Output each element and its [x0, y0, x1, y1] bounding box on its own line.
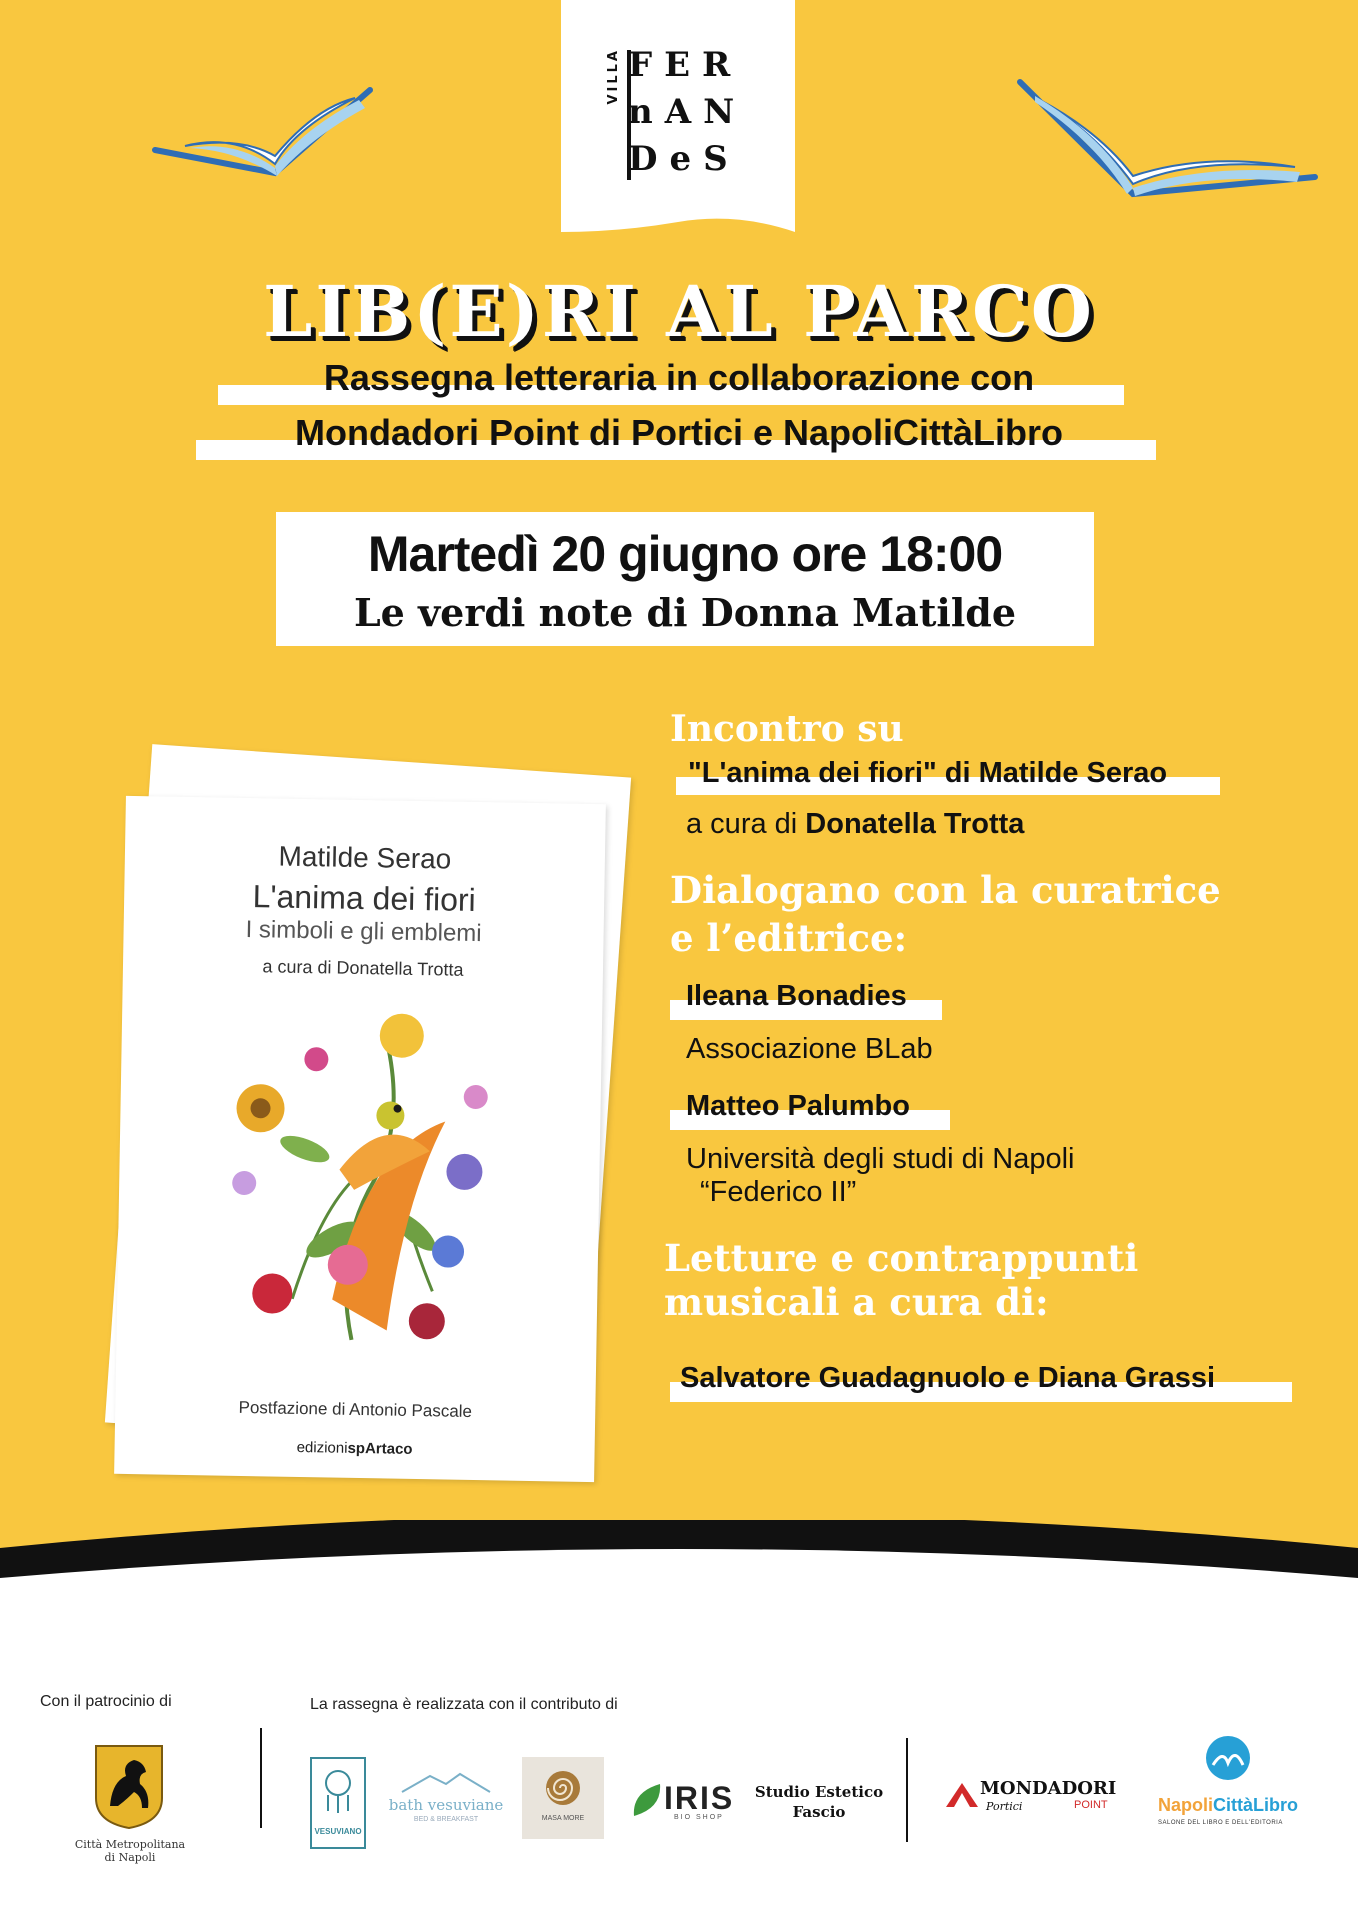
footer-separator-1 [260, 1728, 262, 1828]
event-series-title: LIB(E)RI AL PARCO [263, 270, 1095, 353]
vesuviano-text: VESUVIANO [314, 1827, 362, 1836]
heading-dialogano-1: Dialogano con la curatrice [670, 868, 1221, 912]
iris-leaf-icon [630, 1782, 664, 1818]
performers: Salvatore Guadagnuolo e Diana Grassi [680, 1362, 1216, 1394]
book-title: L'anima dei fiori [252, 878, 477, 918]
bath-vesuviane-name: bath vesuviane [388, 1796, 504, 1814]
patron-name-line-2: di Napoli [104, 1851, 156, 1864]
publisher-name: spArtaco [347, 1439, 413, 1458]
speaker2-affiliation-2: “Federico II” [700, 1176, 857, 1208]
studio-estetico-name: Studio Estetico [754, 1783, 884, 1801]
book-publisher [114, 1436, 594, 1461]
book-author: Matilde Serao [278, 840, 452, 875]
spiral-icon [544, 1769, 582, 1807]
contribution-label: La rassegna è realizzata con il contributo di [310, 1696, 618, 1713]
patronage-label: Con il patrocinio di [40, 1693, 172, 1710]
subtitle-line-2: Mondadori Point di Portici e NapoliCittàLibro [295, 412, 1063, 453]
logo-line-2: nAN [628, 92, 747, 132]
napolicittalibro-tagline: SALONE DEL LIBRO E DELL'EDITORIA [1158, 1820, 1283, 1826]
masa-name: MASA MORE [541, 1815, 585, 1822]
mondadori-city: Portici [986, 1800, 1023, 1813]
wave-divider [0, 1520, 1358, 1650]
patron-name-line-1: Città Metropolitana [74, 1838, 186, 1851]
speaker1-affiliation: Associazione BLab [686, 1033, 933, 1065]
speaker2-affiliation-1: Università degli studi di Napoli [686, 1143, 1075, 1175]
napolicittalibro-globe-icon [1203, 1733, 1253, 1783]
book-cover [114, 796, 606, 1482]
book-editor: a cura di Donatella Trotta [262, 956, 464, 980]
napolicittalibro-name [1158, 1795, 1298, 1816]
open-book-left-icon [145, 78, 375, 188]
iris-sub: BIO SHOP [674, 1814, 724, 1821]
logo-line-1: FER [628, 45, 743, 85]
flowers-illustration [211, 997, 507, 1362]
dreamcatcher-icon [318, 1767, 358, 1815]
curator-prefix: a cura di [686, 808, 806, 840]
mountain-icon [400, 1770, 492, 1794]
mondadori-point: POINT [1074, 1799, 1108, 1811]
mondadori-name: MONDADORI [980, 1778, 1117, 1799]
sponsor-vesuviano-logo [310, 1757, 366, 1849]
logo-line-3: DeS [628, 139, 740, 179]
heading-dialogano-2: e l’editrice: [670, 916, 908, 960]
speaker1-name: Ileana Bonadies [686, 980, 907, 1012]
heading-letture-1: Letture e contrappunti [664, 1236, 1139, 1280]
curator-line [686, 808, 1024, 841]
event-date: Martedì 20 giugno ore 18:00 [367, 526, 1003, 582]
subtitle-line-1: Rassegna letteraria in collaborazione con [323, 357, 1035, 398]
publisher-prefix: edizioni [296, 1438, 348, 1457]
patron-name [60, 1838, 200, 1864]
citta-metropolitana-crest-icon [92, 1742, 166, 1830]
ncl-prefix: Napoli [1158, 1795, 1214, 1815]
bath-vesuviane-sub: BED & BREAKFAST [413, 1816, 479, 1823]
heading-letture-2: musicali a cura di: [664, 1280, 1049, 1324]
sponsor-masa-logo [522, 1757, 604, 1839]
work-title: "L'anima dei fiori" di Matilde Serao [688, 757, 1168, 789]
book-afterword: Postfazione di Antonio Pascale [238, 1397, 473, 1421]
curator-name: Donatella Trotta [805, 808, 1025, 840]
book-subtitle: I simboli e gli emblemi [245, 915, 482, 948]
open-book-right-icon [1015, 72, 1320, 212]
heading-incontro: Incontro su [670, 708, 904, 750]
ncl-suffix: CittàLibro [1213, 1795, 1299, 1815]
speaker2-name: Matteo Palumbo [686, 1090, 910, 1122]
event-title: Le verdi note di Donna Matilde [353, 590, 1017, 635]
logo-villa-text: VILLA [606, 48, 621, 105]
mondadori-rose-icon [944, 1781, 980, 1809]
studio-estetico-fascio: Fascio [792, 1803, 846, 1821]
footer-separator-2 [906, 1738, 908, 1842]
iris-name: IRIS [664, 1780, 735, 1816]
